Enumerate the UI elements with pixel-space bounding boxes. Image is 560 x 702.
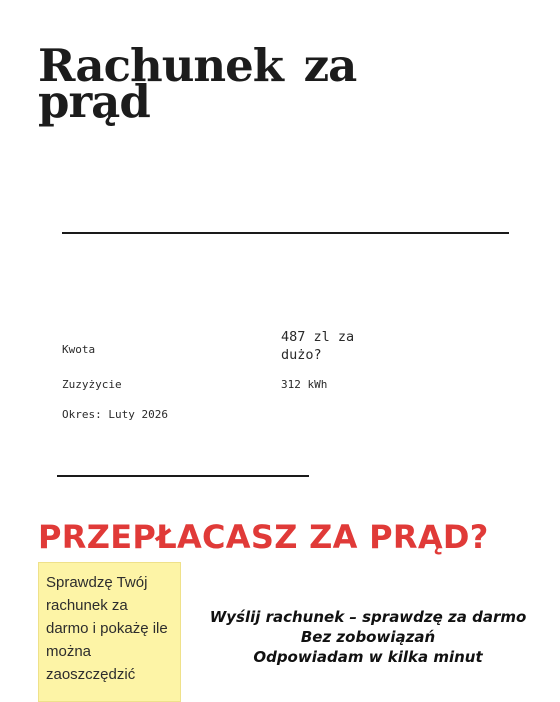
amount-value: 487 zl za dużo? <box>281 329 355 363</box>
usage-value: 312 kWh <box>281 378 328 391</box>
divider-bottom <box>57 475 309 477</box>
cta-line-response-time: Odpowiadam w kilka minut <box>253 648 483 666</box>
amount-label: Kwota <box>62 343 96 356</box>
headline: PRZEPŁACASZ ZA PRĄD? <box>38 518 489 556</box>
cta-line-no-obligation: Bez zobowiązań <box>300 628 436 646</box>
sticky-note: Sprawdzę Twój rachunek za darmo i pokażę ile można zaoszczędzić <box>38 562 181 702</box>
cta-line-send: Wyślij rachunek – sprawdzę za darmo <box>209 608 527 626</box>
usage-label: Zuzyżycie <box>62 378 122 391</box>
page-title: Rachunek za prąd <box>38 39 357 128</box>
call-to-action <box>188 607 548 667</box>
divider-top <box>62 232 509 234</box>
billing-period: Okres: Luty 2026 <box>62 408 168 421</box>
